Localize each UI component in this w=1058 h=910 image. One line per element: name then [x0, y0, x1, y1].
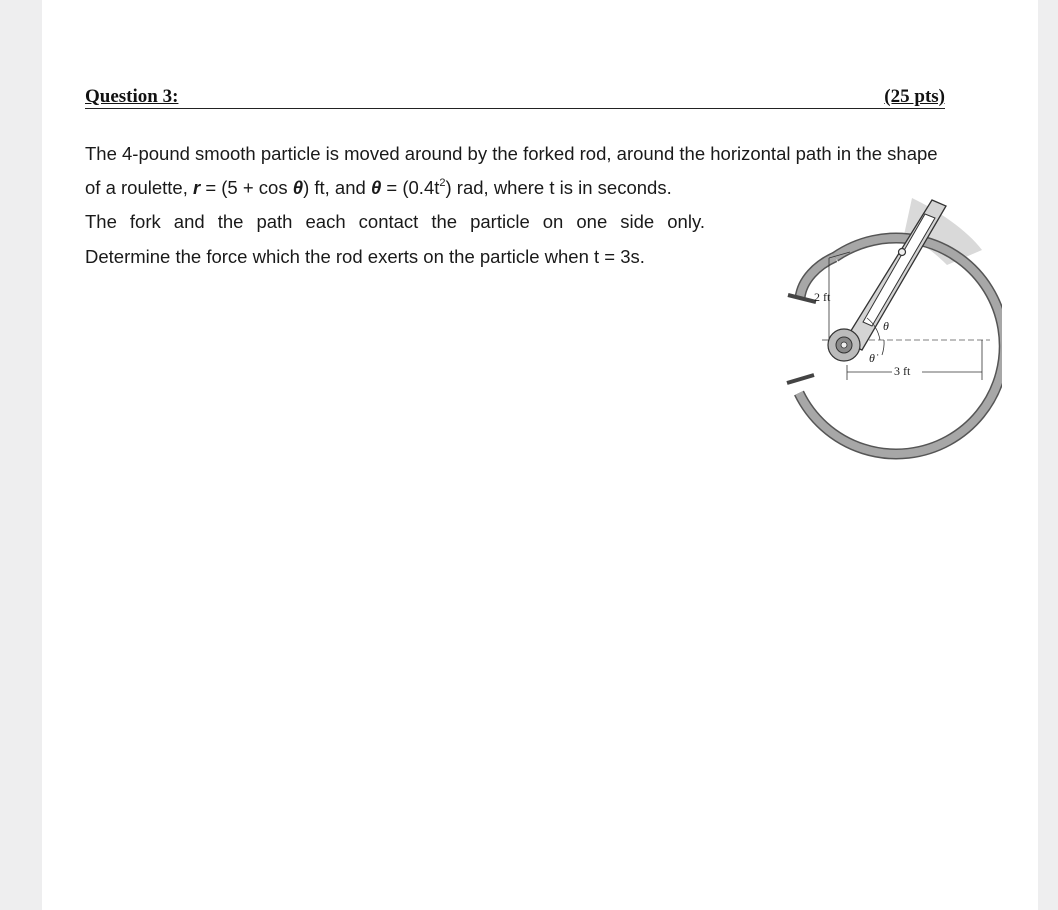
justified-word: each: [305, 211, 346, 232]
justified-word: on: [542, 211, 564, 232]
label-2ft: 2 ft: [814, 290, 831, 304]
particle[interactable]: [899, 249, 906, 256]
question-points: (25 pts): [884, 86, 945, 107]
question-title: Question 3:: [85, 86, 179, 107]
justified-word: only.: [667, 211, 705, 232]
theta-variable-2: θ: [370, 177, 382, 198]
problem-line-4: Determine the force which the rod exerts on the particle when t = 3s.: [85, 246, 645, 267]
justified-word: side: [620, 211, 655, 232]
path-end-bottom: [787, 375, 814, 383]
problem-line-1: The 4-pound smooth particle is moved around by the forked rod, around the horizontal path in the shape: [85, 143, 938, 164]
justified-word: fork: [129, 211, 161, 232]
rod-slot: [863, 214, 935, 326]
justified-word: particle: [470, 211, 530, 232]
problem-line-2: of a roulette, r = (5 + cos θ) ft, and $\theta = (0.4t^2)$ rad, where t is in seconds.: [85, 176, 672, 198]
justified-word: The: [85, 211, 117, 232]
label-theta-dot: θ̇: [869, 351, 875, 365]
exponent: 2: [439, 176, 446, 189]
hub-pin: [841, 342, 847, 348]
justified-word: contact: [358, 211, 419, 232]
theta-variable: θ: [292, 177, 304, 198]
justified-word: path: [256, 211, 293, 232]
justified-word: one: [576, 211, 608, 232]
problem-line-3: [85, 211, 705, 233]
justified-word: the: [217, 211, 244, 232]
justified-word: the: [431, 211, 458, 232]
theta-dot-arc: [882, 340, 884, 355]
document-page: [42, 0, 1038, 910]
justified-word: and: [173, 211, 205, 232]
forked-rod-figure: [732, 190, 1002, 460]
question-header: [85, 84, 945, 109]
r-variable: r: [192, 177, 201, 198]
label-3ft: 3 ft: [894, 364, 911, 378]
label-theta: θ: [883, 319, 889, 333]
